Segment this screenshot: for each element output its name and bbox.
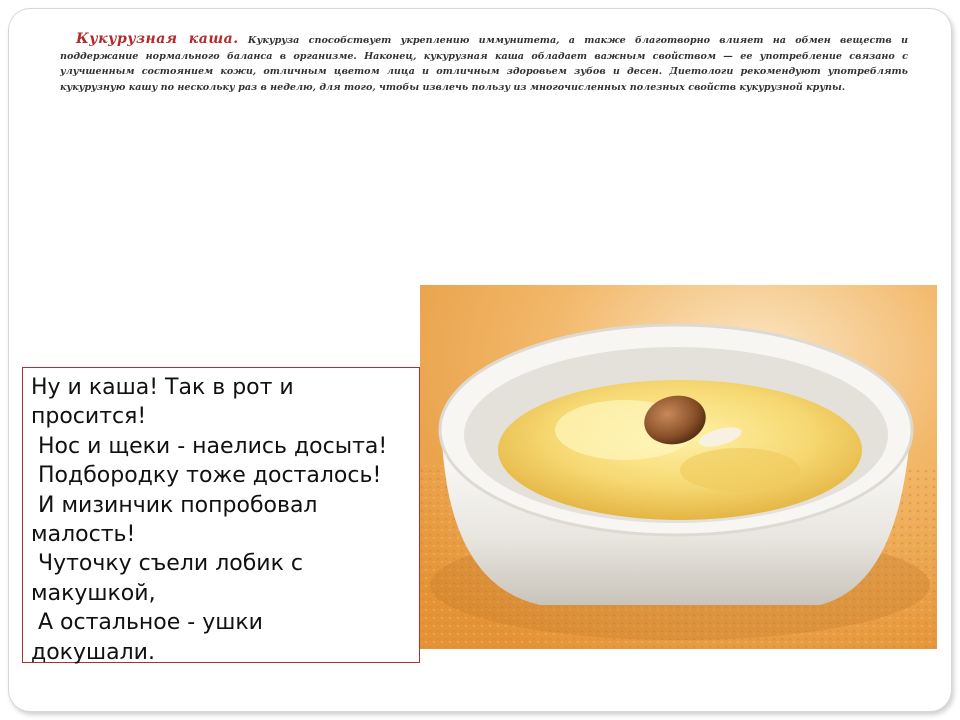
poem-line: докушали. [31, 639, 155, 665]
poem-line: малость! [31, 522, 136, 548]
poem-line: И мизинчик попробовал [31, 492, 318, 518]
poem-line: макушкой, [31, 580, 156, 606]
intro-paragraph [60, 32, 908, 95]
poem-line: А остальное - ушки [31, 610, 263, 636]
poem-line: Подбородку тоже досталось! [31, 463, 382, 489]
intro-lead: Кукурузная каша. [76, 31, 239, 47]
porridge-photo [420, 285, 937, 649]
porridge-bowl-image [420, 285, 937, 649]
poem-line: Нос и щеки - наелись досыта! [31, 433, 388, 459]
poem-line: просится! [31, 404, 147, 430]
poem-line: Ну и каша! Так в рот и [31, 375, 294, 400]
intro-body: Кукуруза способствует укреплению иммунитета, а также благотворно влияет на обмен веществ и поддержание нормального баланса в организме. Наконец, кукурузная каша обладает важным свойством — ее употребление связано с улучшенным состоянием кожи, отличным цветом лица и отличным здоровьем зубов и десен. Диетологи рекомендуют употреблять кукурузную кашу по нескольку раз в неделю, для того, чтобы извлечь пользу из многочисленных полезных свойств кукурузной крупы. [60, 35, 908, 93]
poem-box [22, 367, 420, 663]
poem-line: Чуточку съели лобик с [31, 551, 303, 577]
